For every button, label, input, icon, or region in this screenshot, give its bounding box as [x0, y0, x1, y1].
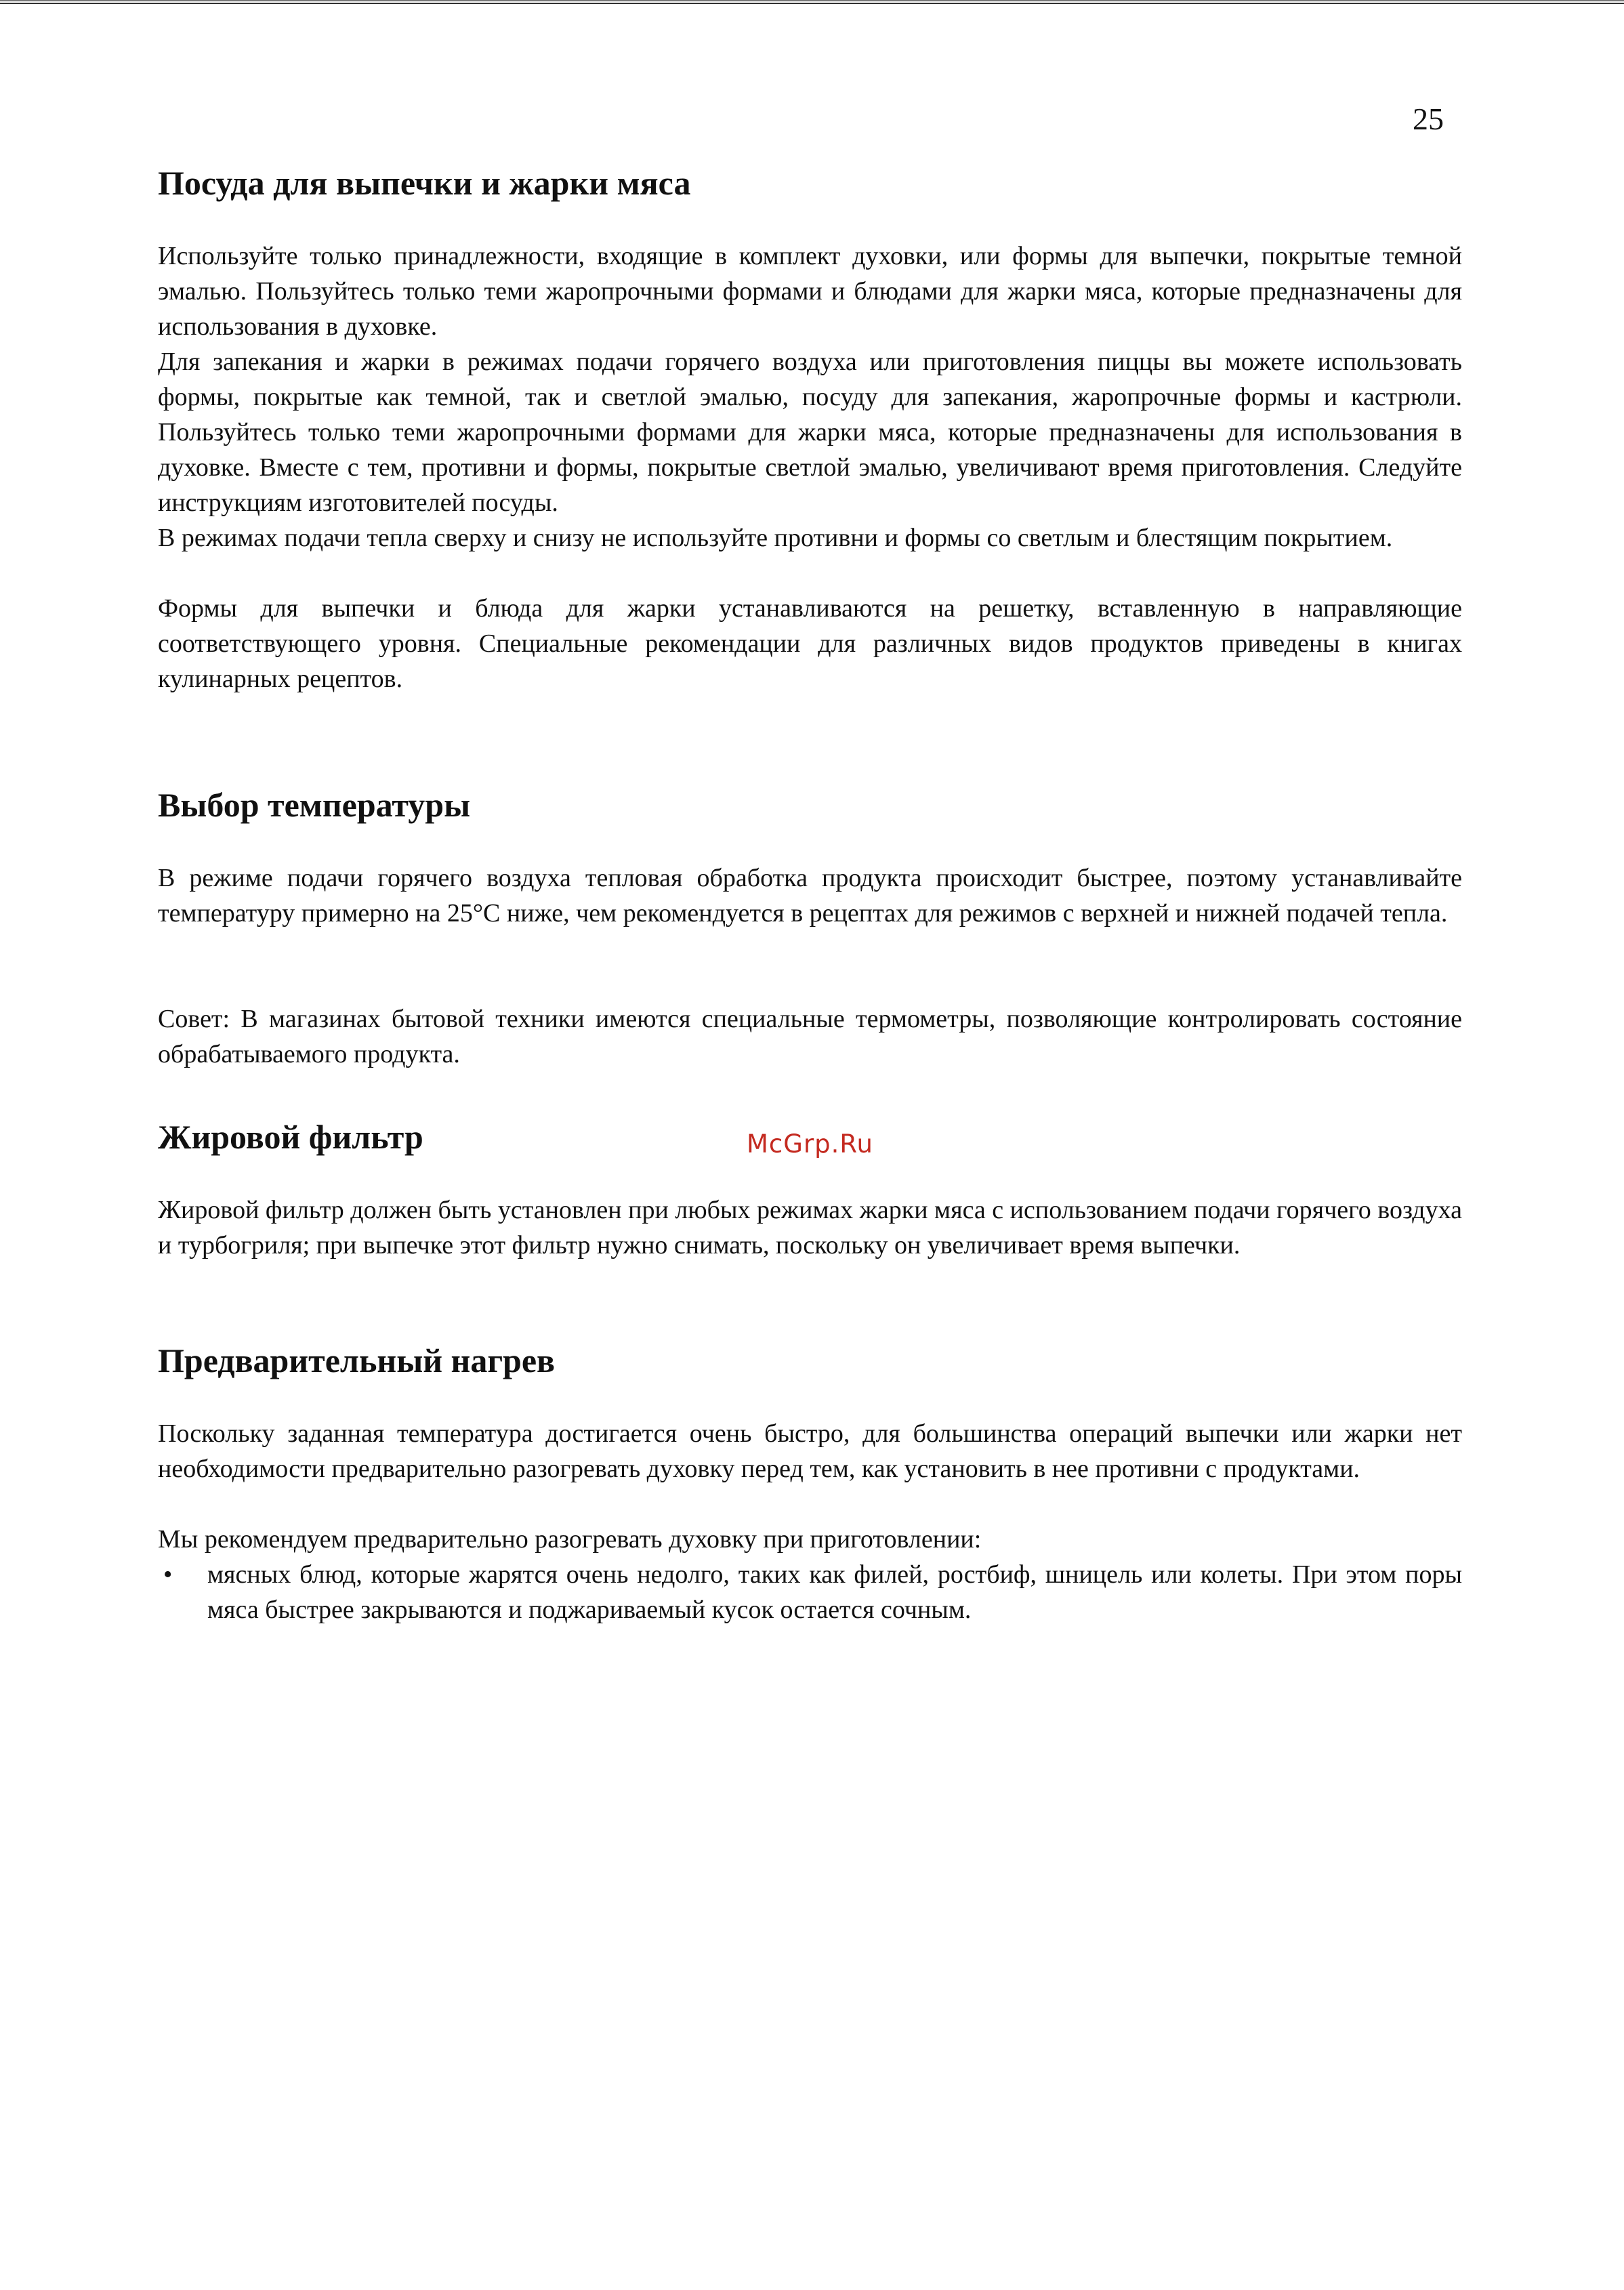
grease-filter-paragraph: Жировой фильтр должен быть установлен при любых режимах жарки мяса с использованием подачи горячего воздуха и турбогриля; при выпечке этот фильтр нужно снимать, поскольку он увеличивает время выпечки. — [158, 1196, 1462, 1260]
cookware-paragraph-3: В режимах подачи тепла сверху и снизу не используйте противни и формы со светлым и блестящим покрытием. — [158, 524, 1393, 552]
preheat-paragraph-2: Мы рекомендуем предварительно разогревать духовку при приготовлении: — [158, 1525, 982, 1554]
top-rule — [0, 3, 1624, 4]
temperature-tip: Совет: В магазинах бытовой техники имеются специальные термометры, позволяющие контролировать состояние обрабатываемого продукта. — [158, 1005, 1462, 1068]
page-number: 25 — [1413, 102, 1444, 136]
scan-edge-line — [0, 0, 1624, 1]
cookware-paragraph-1: Используйте только принадлежности, входящие в комплект духовки, или формы для выпечки, покрытые темной эмалью. Пользуйтесь только теми жаропрочными формами и блюдами для жарки мяса, которые предназначены для использования в духовке. — [158, 242, 1462, 341]
cookware-paragraph-4: Формы для выпечки и блюда для жарки устанавливаются на решетку, вставленную в направляющие соответствующего уровня. Специальные рекомендации для различных видов продуктов приведены в книгах кулинарных рецептов. — [158, 594, 1462, 693]
cookware-paragraph-2: Для запекания и жарки в режимах подачи горячего воздуха или приготовления пиццы вы можете использовать формы, покрытые как темной, так и светлой эмалью, посуду для запекания, жаропрочные формы и кастрюли. Пользуйтесь только теми жаропрочными формами для жарки мяса, которые предназначены для использования в духовке. Вместе с тем, противни и формы, покрытые светлой эмалью, увеличивают время приготовления. Следуйте инструкциям изготовителей посуды. — [158, 348, 1462, 517]
temperature-paragraph-1: В режиме подачи горячего воздуха тепловая обработка продукта происходит быстрее, поэтому устанавливайте температуру примерно на 25°С ниже, чем рекомендуется в рецептах для режимов с верхней и нижней подачей тепла. — [158, 864, 1462, 928]
list-item — [158, 1557, 1462, 1627]
heading-grease-filter: Жировой фильтр — [158, 1118, 423, 1156]
preheat-paragraph-1: Поскольку заданная температура достигается очень быстро, для большинства операций выпечки или жарки нет необходимости предварительно разогревать духовку перед тем, как установить в нее противни с продуктами. — [158, 1419, 1462, 1483]
heading-preheat: Предварительный нагрев — [158, 1341, 556, 1379]
watermark-text: McGrp.Ru — [747, 1129, 873, 1159]
heading-cookware: Посуда для выпечки и жарки мяса — [158, 164, 691, 202]
list-item-text: мясных блюд, которые жарятся очень недолго, таких как филей, ростбиф, шницель или колеты. При этом поры мяса быстрее закрываются и поджариваемый кусок остается сочным. — [207, 1560, 1462, 1624]
bullet-icon: • — [163, 1560, 173, 1589]
heading-temperature: Выбор температуры — [158, 786, 471, 824]
